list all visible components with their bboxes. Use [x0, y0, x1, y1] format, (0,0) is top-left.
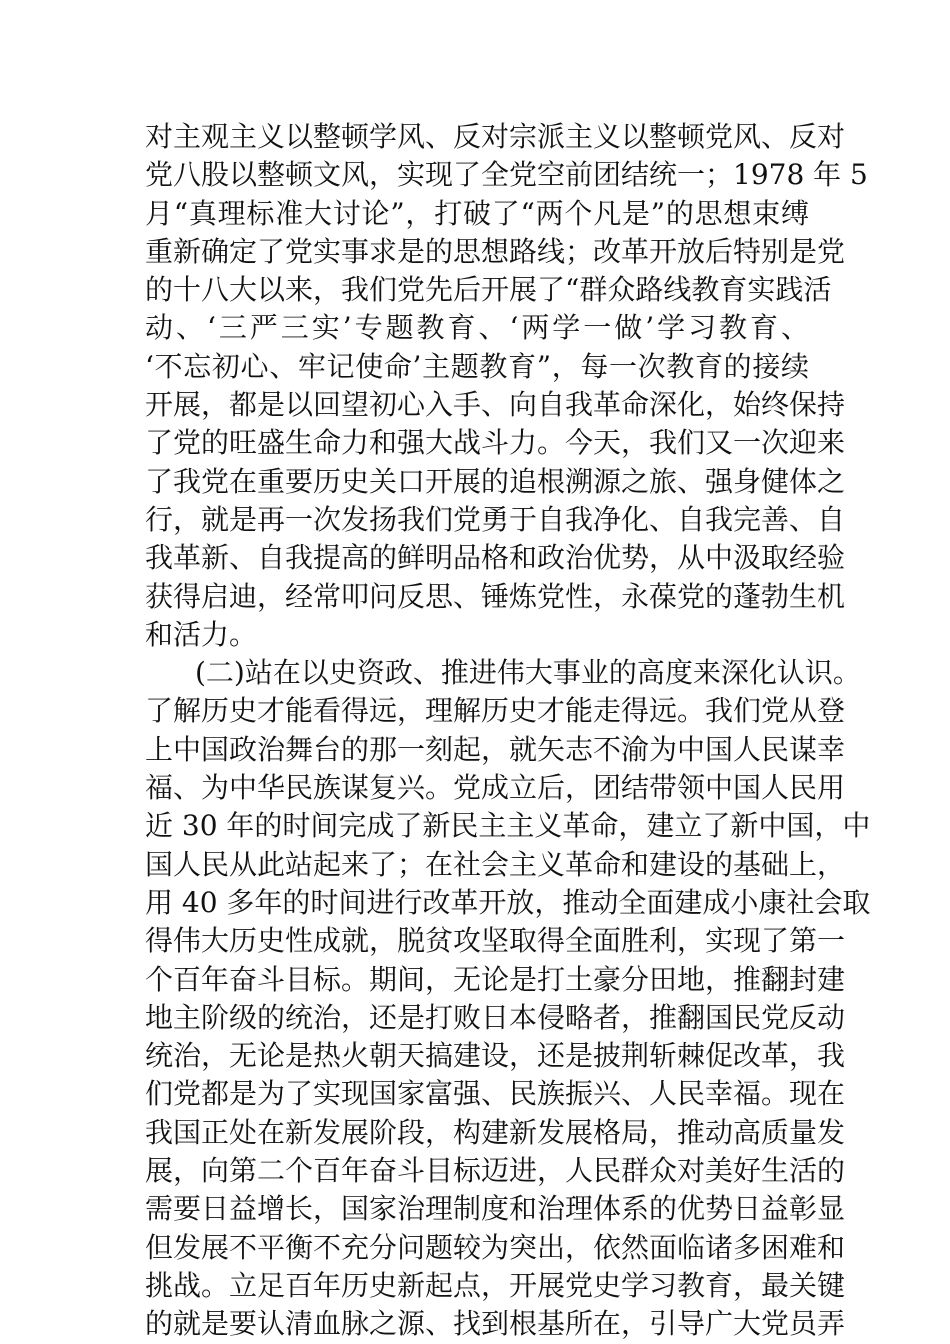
text-line: 我革新、自我提高的鲜明品格和政治优势，从中汲取经验 — [145, 541, 846, 575]
text-line: 的就是要认清血脉之源、找到根基所在，引导广大党员弄 — [145, 1307, 846, 1341]
text-line: 用 40 多年的时间进行改革开放，推动全面建成小康社会取 — [145, 885, 871, 919]
text-line: 的十八大以来，我们党先后开展了“群众路线教育实践活 — [145, 273, 832, 307]
text-line: 获得启迪，经常叩问反思、锤炼党性，永葆党的蓬勃生机 — [145, 579, 846, 613]
text-line: 上中国政治舞台的那一刻起，就矢志不渝为中国人民谋幸 — [145, 732, 846, 766]
text-line: 动、‘三严三实’专题教育、‘两学一做’学习教育、 — [145, 311, 809, 345]
text-line: 国人民从此站起来了；在社会主义革命和建设的基础上， — [145, 847, 846, 881]
text-line: 党八股以整顿文风，实现了全党空前团结统一；1978 年 5 — [145, 158, 868, 192]
text-line: 地主阶级的统治，还是打败日本侵略者，推翻国民党反动 — [145, 1000, 846, 1034]
text-line: 了党的旺盛生命力和强大战斗力。今天，我们又一次迎来 — [145, 426, 846, 460]
text-line: 得伟大历史性成就，脱贫攻坚取得全面胜利，实现了第一 — [145, 924, 846, 958]
text-line: 对主观主义以整顿学风、反对宗派主义以整顿党风、反对 — [145, 120, 846, 153]
text-line: 展，向第二个百年奋斗目标迈进，人民群众对美好生活的 — [145, 1154, 846, 1188]
text-line: 们党都是为了实现国家富强、民族振兴、人民幸福。现在 — [145, 1077, 846, 1111]
paragraph-heading-line: (二)站在以史资政、推进伟大事业的高度来深化认识。 — [195, 656, 861, 690]
text-line: 和活力。 — [145, 617, 258, 651]
text-line: 月“真理标准大讨论”，打破了“两个凡是”的思想束缚 — [145, 196, 809, 230]
text-line: 挑战。立足百年历史新起点，开展党史学习教育，最关键 — [145, 1268, 846, 1302]
text-line: 我国正处在新发展阶段，构建新发展格局，推动高质量发 — [145, 1115, 846, 1149]
text-line: 了解历史才能看得远，理解历史才能走得远。我们党从登 — [145, 694, 846, 728]
text-line: 行，就是再一次发扬我们党勇于自我净化、自我完善、自 — [145, 502, 846, 536]
text-line: 近 30 年的时间完成了新民主主义革命，建立了新中国，中 — [145, 809, 871, 843]
document-page — [145, 118, 871, 1344]
text-line: 统治，无论是热火朝天搞建设，还是披荆斩棘促改革，我 — [145, 1039, 846, 1073]
text-line: 需要日益增长，国家治理制度和治理体系的优势日益彰显 — [145, 1192, 846, 1226]
text-line: 开展，都是以回望初心入手、向自我革命深化，始终保持 — [145, 388, 846, 422]
text-line: 个百年奋斗目标。期间，无论是打土豪分田地，推翻封建 — [145, 962, 846, 996]
text-line: 重新确定了党实事求是的思想路线；改革开放后特别是党 — [145, 234, 846, 268]
text-line: 福、为中华民族谋复兴。党成立后，团结带领中国人民用 — [145, 771, 846, 805]
text-line: 但发展不平衡不充分问题较为突出，依然面临诸多困难和 — [145, 1230, 846, 1264]
text-line: 了我党在重要历史关口开展的追根溯源之旅、强身健体之 — [145, 464, 846, 498]
text-line: ‘不忘初心、牢记使命’主题教育”，每一次教育的接续 — [145, 349, 809, 383]
